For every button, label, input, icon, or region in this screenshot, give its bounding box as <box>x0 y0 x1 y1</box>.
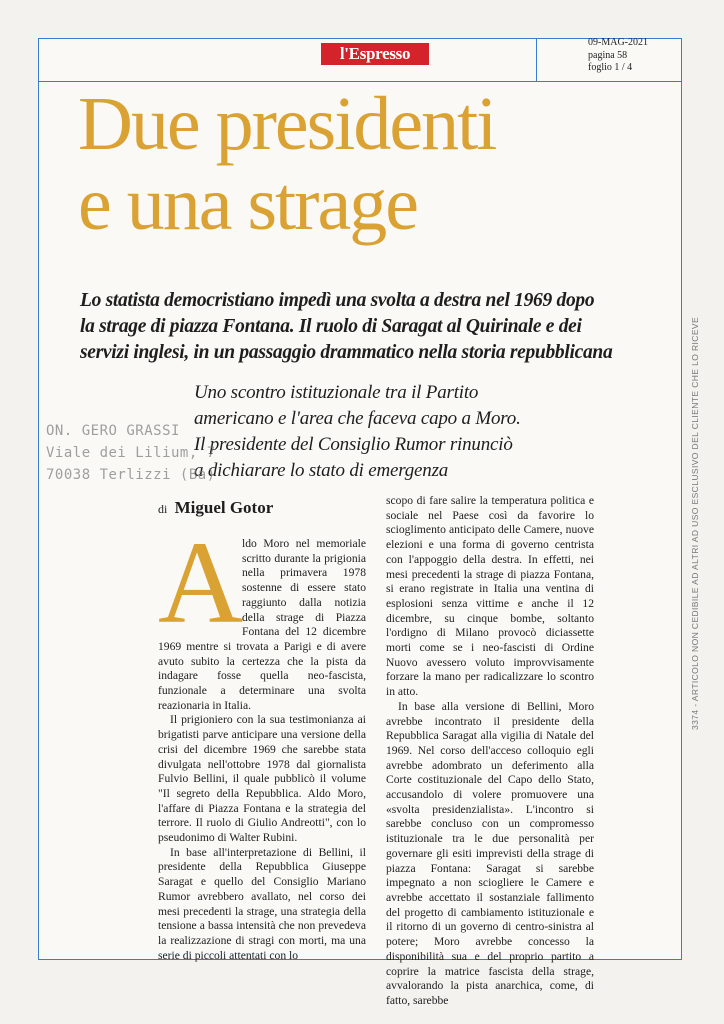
copyright-side-note: 3374 - ARTICOLO NON CEDIBILE AD ALTRI AD USO ESCLUSIVO DEL CLIENTE CHE LO RICEVE <box>690 316 700 730</box>
article-column-left <box>158 517 366 963</box>
byline-prefix: di <box>158 502 168 516</box>
subhead-line-3: servizi inglesi, in un passaggio drammatico nella storia repubblicana <box>80 342 613 363</box>
clipping-date: 09-MAG-2021 <box>588 37 648 48</box>
stamp-line-3: 70038 Terlizzi (Ba) <box>46 467 216 483</box>
stamp-line-2: Viale dei Lilium, 7 <box>46 445 216 461</box>
deck-line-2: americano e l'area che faceva capo a Moro. <box>194 408 521 429</box>
headline <box>78 84 678 244</box>
clipping-sheet: foglio 1 / 4 <box>588 62 633 73</box>
deck-line-1: Uno scontro istituzionale tra il Partito <box>194 382 479 403</box>
paragraph-1: ldo Moro nel memoriale scritto durante la prigionia nella primavera 1978 sostenne di essere stato raggiunto dalla notizia della strage di Piazza Fontana del 12 dicembre 1969 mentre si trovata a Parigi e di avere avuto subito la certezza che la pista da indagare fosse quella neo-fascista, funzionale a determinare una svolta reazionaria in Italia. <box>158 537 366 712</box>
drop-cap: A <box>158 517 244 648</box>
deck-text <box>194 380 521 484</box>
paragraph-5: In base alla versione di Bellini, Moro avrebbe incontrato il presidente della Repubblica Saragat alla vigilia di Natale del 1969. Nel corso dell'acceso colloquio egli avrebbe adombrato un deferimento alla Corte costituzionale del Capo dello Stato, accusandolo di volere promuovere una «svolta presidenzialista». L'incontro si sarebbe concluso con un compromesso istituzionale tra le due personalità per governare gli esiti imprevisti della strage di piazza Fontana: Saragat si sarebbe impegnato a non sciogliere le Camere e avrebbe accettato il sostanziale fallimento del progetto di cambiamento istituzionale e il ritorno di un governo di centro-sinistra al potere; Moro avrebbe concesso la disponibilità sua e del proprio partito a coprire la matrice fascista della strage, avvalorando la pista anarchica, come, di fatto, sarebbe <box>386 699 594 1007</box>
subheadline <box>80 288 680 366</box>
article-column-right <box>386 494 594 1009</box>
paragraph-4: scopo di fare salire la temperatura politica e sociale nel Paese così da favorire lo scioglimento anticipato delle Camere, nuove elezioni e una forma di governo centrista con l'appoggio della destra. In effetti, nei mesi precedenti la strage di piazza Fontana, si erano registrate in Italia una ventina di esplosioni senza vittime e anche il 12 dicembre, su cinque bombe, soltanto l'ordigno di Milano provocò diciassette morti come se i neo-fascisti di Ordine Nuovo avessero voluto improvvisamente forzare la mano per radicalizzare lo scontro in atto. <box>386 494 594 699</box>
headline-line-1: Due presidenti <box>78 82 496 166</box>
stamp-line-1: ON. GERO GRASSI <box>46 423 180 439</box>
subhead-line-1: Lo statista democristiano impedì una svolta a destra nel 1969 dopo <box>80 290 595 311</box>
clipping-page: pagina 58 <box>588 50 628 61</box>
headline-line-2: e una strage <box>78 162 417 246</box>
author-name: Miguel Gotor <box>174 498 274 517</box>
address-stamp <box>46 420 216 492</box>
publication-logo: l'Espresso <box>321 43 429 65</box>
deck-line-3: Il presidente del Consiglio Rumor rinunciò <box>194 434 513 455</box>
byline <box>158 498 273 518</box>
paragraph-3: In base all'interpretazione di Bellini, il presidente della Repubblica Giuseppe Saragat e quello del Consiglio Mariano Rumor avrebbero avallato, nel corso dei mesi precedenti la strage, una strategia della tensione a bassa intensità che non prevedeva la realizzazione di stragi con morti, ma una serie di piccoli attentati con lo <box>158 845 366 962</box>
header-divider <box>536 38 537 82</box>
paragraph-2: Il prigioniero con la sua testimonianza ai brigatisti parve anticipare una versione della crisi del dicembre 1969 che sarebbe stata divulgata nell'ottobre 1978 dal giornalista Fulvio Bellini, il quale pubblicò il volume "Il segreto della Repubblica. Aldo Moro, l'affare di Piazza Fontana e la strategia del terrore. Il ruolo di Giulio Andreotti", con lo pseudonimo di Walter Rubini. <box>158 713 366 845</box>
deck-line-4: a dichiarare lo stato di emergenza <box>194 460 449 481</box>
subhead-line-2: la strage di piazza Fontana. Il ruolo di Saragat al Quirinale e dei <box>80 316 582 337</box>
